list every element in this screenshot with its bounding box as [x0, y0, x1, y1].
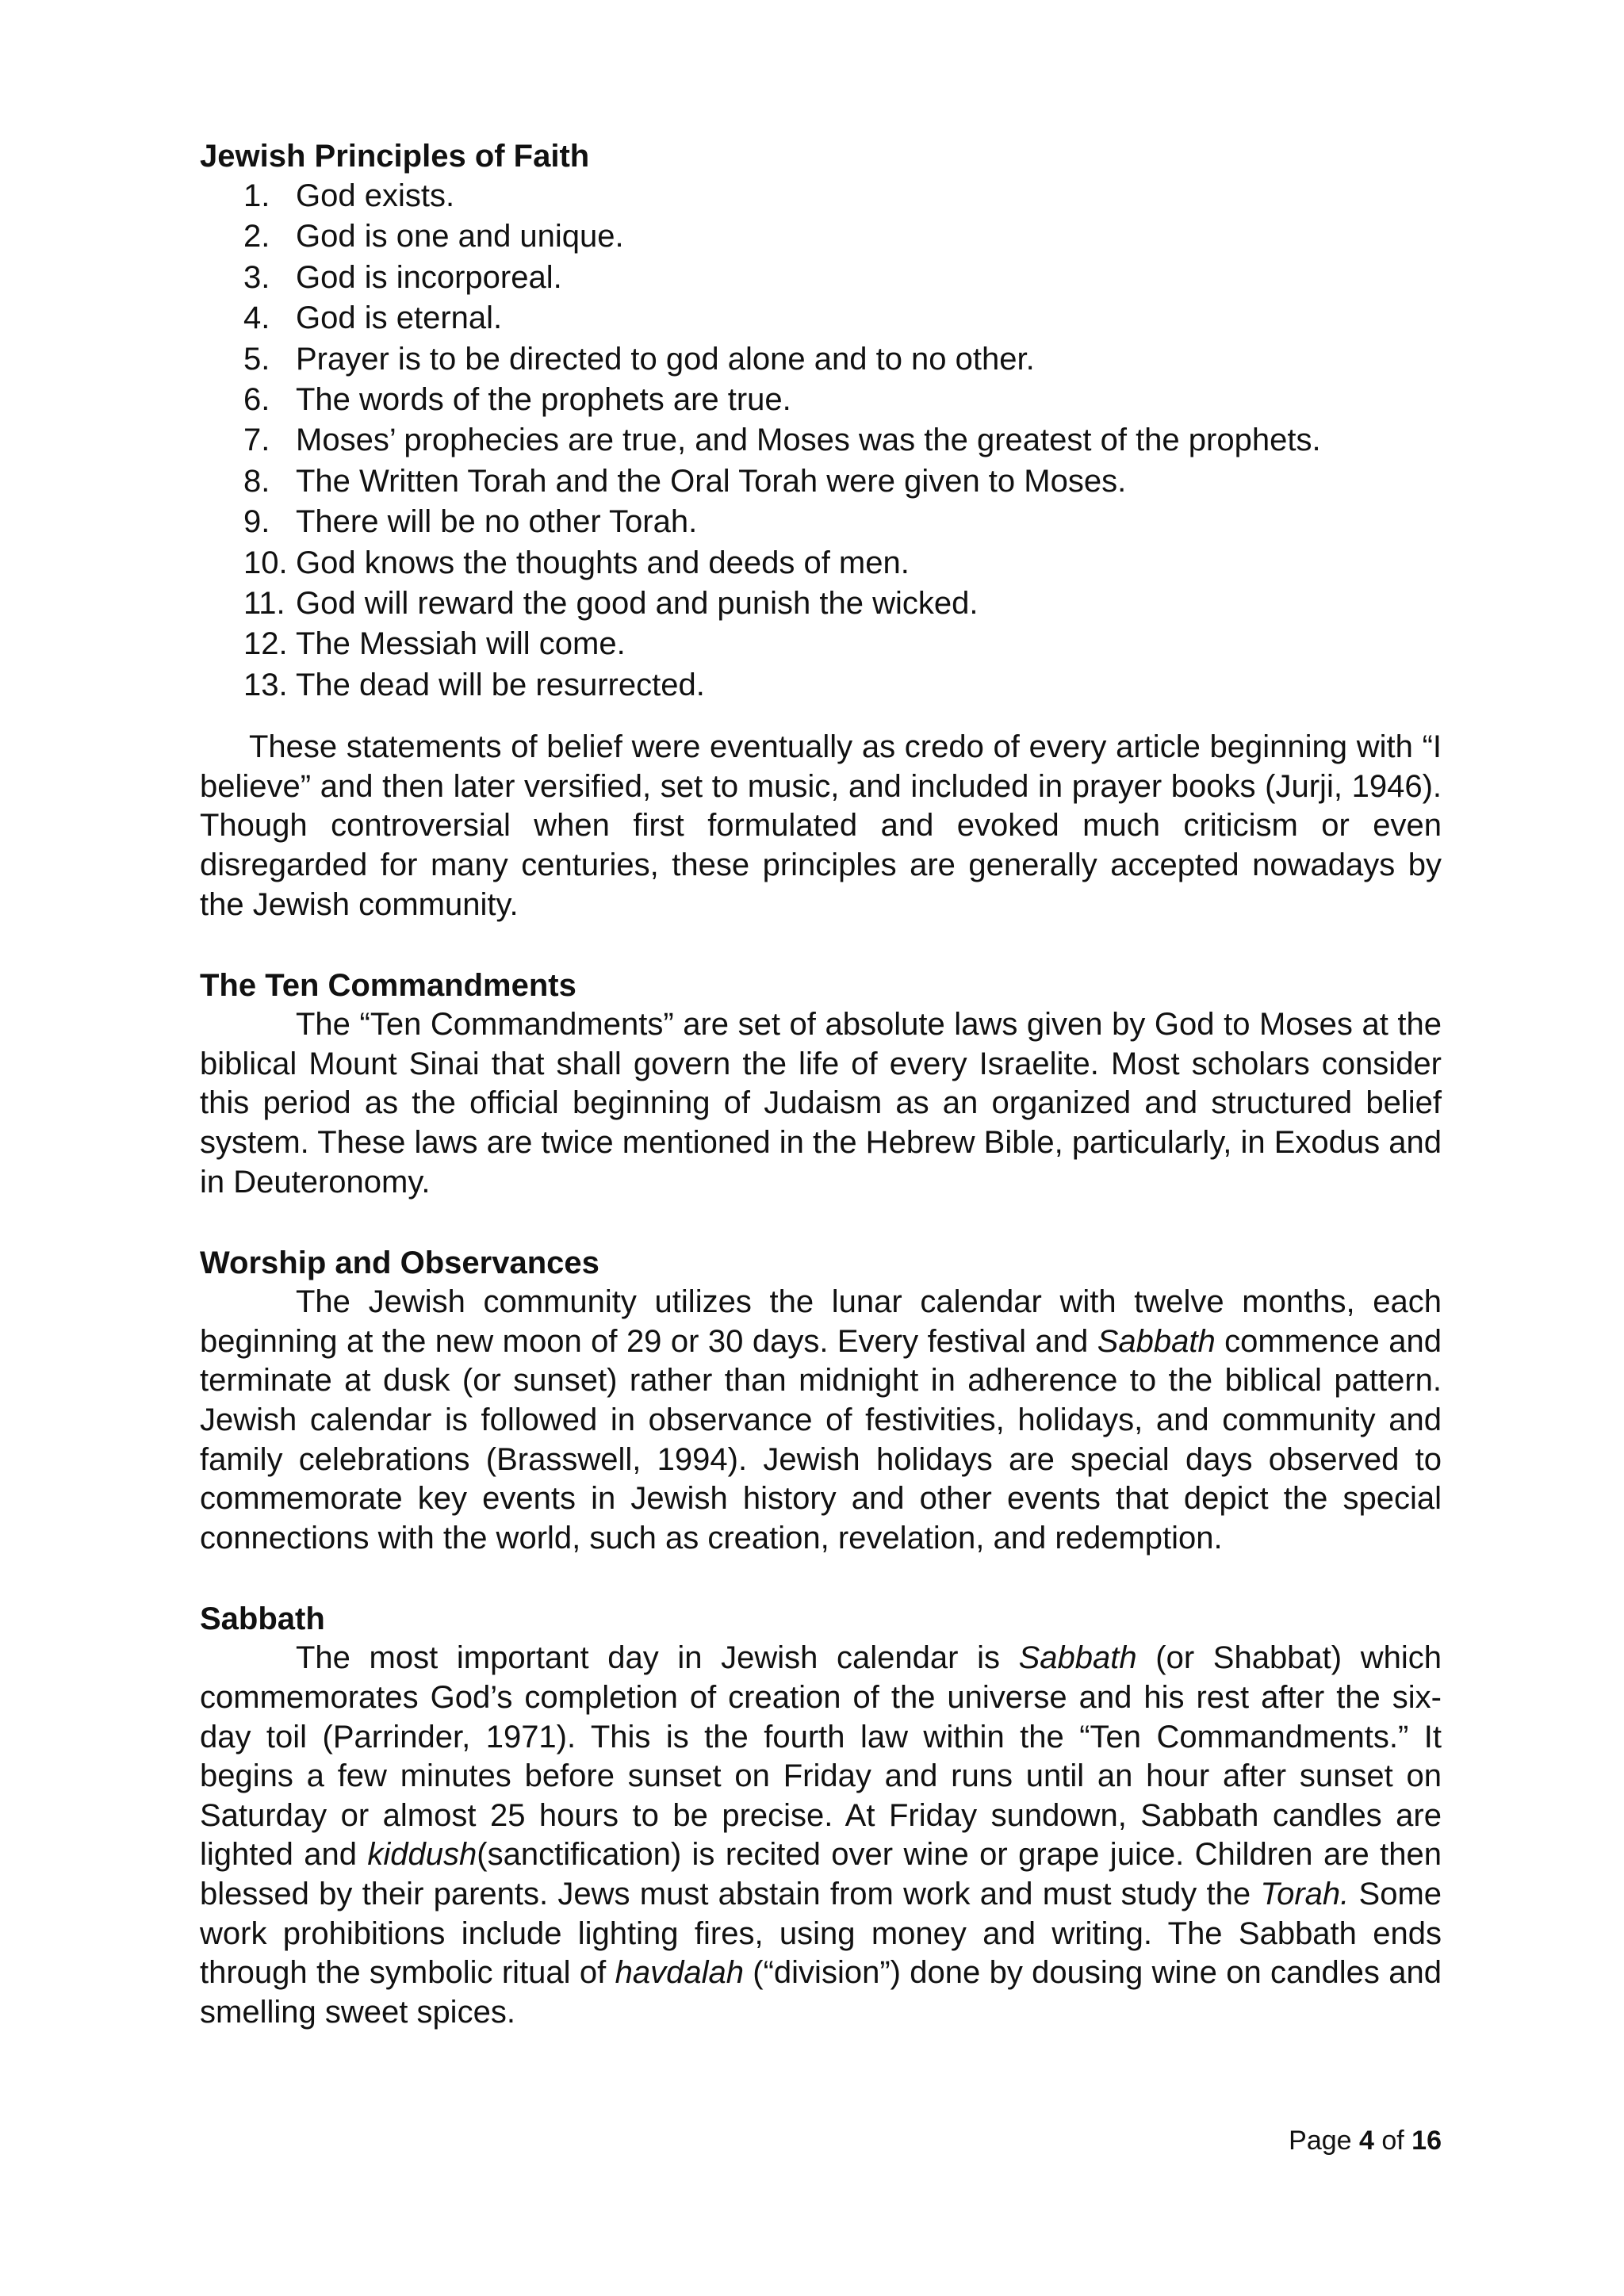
list-item-text: God is incorporeal. [296, 259, 562, 295]
list-item-text: Prayer is to be directed to god alone and to no other. [296, 341, 1035, 377]
total-pages: 16 [1411, 2126, 1442, 2156]
section-heading-commandments: The Ten Commandments [200, 968, 576, 1004]
italic-term: kiddush [367, 1837, 477, 1873]
list-item-number: 3. [243, 259, 270, 295]
list-item-number: 8. [243, 463, 270, 499]
principles-paragraph: These statements of belief were eventually as credo of every article beginning with “I believe” and then later versified, set to music, and included in prayer books (Jurji, 1946). Though controversial when first formulated and evoked much criticism or even disregarded for many centuries, these principles are generally accepted nowadays by the Jewish community. [200, 729, 1442, 922]
list-item [200, 298, 1442, 339]
page-number [1289, 2125, 1442, 2156]
list-item-text: The Written Torah and the Oral Torah were given to Moses. [296, 463, 1127, 499]
sabbath-paragraph [200, 1639, 1442, 2032]
list-item [200, 502, 1442, 542]
list-item-number: 10. [243, 545, 288, 580]
list-item-number: 4. [243, 300, 270, 336]
text-run: Some work prohibitions include lighting fires, using money and writing. The Sabbath ends through the symbolic ritual of [200, 1876, 1442, 1991]
commandments-paragraph: The “Ten Commandments” are set of absolute laws given by God to Moses at the biblical Mount Sinai that shall govern the life of every Israelite. Most scholars consider this period as the official beginning of Judaism as an organized and structured belief system. These laws are twice mentioned in the Hebrew Bible, particularly, in Exodus and in Deuteronomy. [200, 1007, 1442, 1200]
list-item-text: The dead will be resurrected. [296, 667, 705, 702]
principles-list [200, 176, 1442, 706]
list-item-number: 13. [243, 667, 288, 702]
list-item-number: 1. [243, 178, 270, 213]
text-run: commence and terminate at dusk (or sunset) rather than midnight in adherence to the biblical pattern. Jewish calendar is followed in observance of festivities, holidays, and community and family celebrations (Brasswell, 1994). Jewish holidays are special days observed to commemorate key events in Jewish history and other events that depict the special connections with the world, such as creation, revelation, and redemption. [200, 1323, 1442, 1556]
italic-term: Sabbath [1097, 1323, 1216, 1359]
list-item-text: God is eternal. [296, 300, 503, 336]
section-heading-sabbath: Sabbath [200, 1601, 325, 1637]
section-heading-principles: Jewish Principles of Faith [200, 139, 590, 174]
list-item-text: There will be no other Torah. [296, 504, 698, 540]
list-item [200, 461, 1442, 502]
section-heading-worship: Worship and Observances [200, 1246, 599, 1281]
list-item [200, 543, 1442, 584]
list-item-number: 6. [243, 382, 270, 418]
list-item-text: God exists. [296, 178, 455, 213]
list-item [200, 176, 1442, 216]
text-run: (sanctification) is recited over wine or grape juice. Children are then blessed by their parents. Jews must abstain from work and must study the [200, 1837, 1442, 1911]
list-item [200, 339, 1442, 380]
page-prefix: Page [1289, 2126, 1359, 2156]
italic-term: havdalah [615, 1955, 744, 1991]
list-item [200, 258, 1442, 298]
list-item-text: God knows the thoughts and deeds of men. [296, 545, 910, 580]
list-item-number: 2. [243, 219, 270, 254]
list-item-text: The words of the prophets are true. [296, 382, 791, 418]
worship-paragraph [200, 1283, 1442, 1558]
list-item [200, 665, 1442, 706]
list-item-text: God will reward the good and punish the wicked. [296, 586, 979, 622]
list-item-number: 5. [243, 341, 270, 377]
list-item-text: God is one and unique. [296, 219, 624, 254]
list-item [200, 216, 1442, 257]
list-item [200, 584, 1442, 624]
list-item-number: 11. [243, 586, 285, 622]
list-item-text: Moses’ prophecies are true, and Moses was the greatest of the prophets. [296, 423, 1321, 458]
text-run: (or Shabbat) which commemorates God’s completion of creation of the universe and his rest after the six-day toil (Parrinder, 1971). This is the fourth law within the “Ten Commandments.” It begins a few minutes before sunset on Friday and runs until an hour after sunset on Saturday or almost 25 hours to be precise. At Friday sundown, Sabbath candles are lighted and [200, 1640, 1442, 1873]
list-item-number: 12. [243, 626, 288, 662]
text-run: The most important day in Jewish calendar is [296, 1640, 1019, 1676]
italic-term: Sabbath [1018, 1640, 1137, 1676]
list-item [200, 380, 1442, 420]
list-item-number: 7. [243, 423, 270, 458]
list-item [200, 624, 1442, 664]
italic-term: Torah. [1260, 1876, 1350, 1911]
page-middle: of [1373, 2126, 1412, 2156]
list-item [200, 420, 1442, 461]
text-run: (“division”) done by dousing wine on candles and smelling sweet spices. [200, 1955, 1442, 2030]
list-item-number: 9. [243, 504, 270, 540]
text-run: The Jewish community utilizes the lunar calendar with twelve months, each beginning at the new moon of 29 or 30 days. Every festival and [200, 1284, 1442, 1359]
document-page [200, 136, 1442, 2032]
current-page: 4 [1359, 2126, 1374, 2156]
list-item-text: The Messiah will come. [296, 626, 626, 662]
